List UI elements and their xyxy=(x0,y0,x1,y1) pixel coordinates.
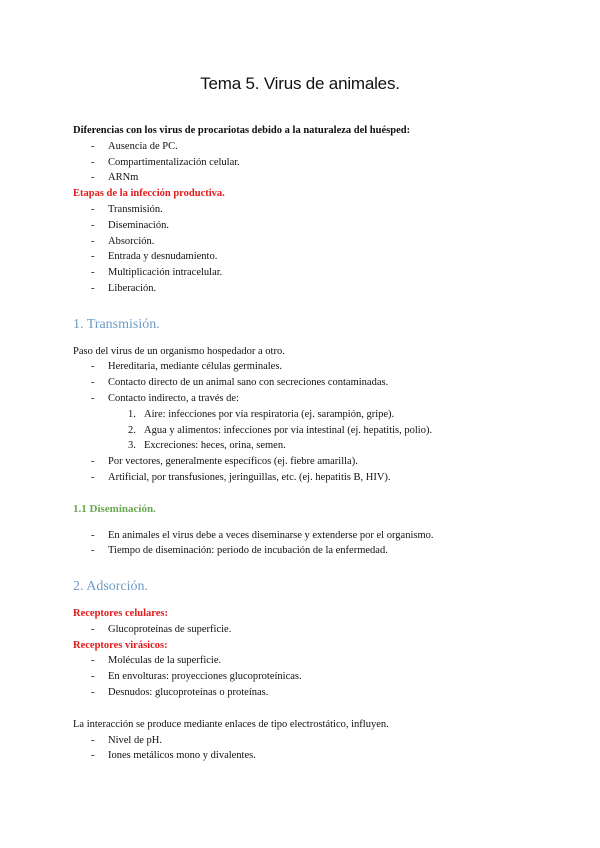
list-item: - Por vectores, generalmente específicos (ej. fiebre amarilla). xyxy=(73,454,553,470)
adsorcion-heading: 2. Adsorción. xyxy=(73,579,149,595)
receptores-celulares-heading: Receptores celulares: xyxy=(73,607,168,619)
transmision-list xyxy=(73,359,553,406)
list-item: - Multiplicación intracelular. xyxy=(73,265,553,281)
numbered-item xyxy=(73,407,553,423)
list-item: - Iones metálicos mono y divalentes. xyxy=(73,748,553,764)
transmision-heading: 1. Transmisión. xyxy=(73,316,160,332)
list-item: - En animales el virus debe a veces diseminarse y extenderse por el organismo. xyxy=(73,528,553,544)
list-item: - Artificial, por transfusiones, jeringuillas, etc. (ej. hepatitis B, HIV). xyxy=(73,470,553,486)
interaccion-paragraph: La interacción se produce mediante enlaces de tipo electrostático, influyen. xyxy=(73,718,389,730)
receptores-virasicos-heading: Receptores virásicos: xyxy=(73,639,168,651)
numbered-item xyxy=(73,423,553,439)
transmision-list-continued xyxy=(73,454,553,486)
page-title: Tema 5. Virus de animales. xyxy=(200,74,400,93)
list-item: - Hereditaria, mediante células germinales. xyxy=(73,359,553,375)
item-number: 2. xyxy=(128,424,136,436)
receptores-virasicos-list xyxy=(73,653,553,700)
etapas-list xyxy=(73,202,553,297)
item-text: Excreciones: heces, orina, semen. xyxy=(144,440,286,452)
list-item: - Ausencia de PC. xyxy=(73,139,553,155)
numbered-item xyxy=(73,438,553,454)
list-item: - Nivel de pH. xyxy=(73,733,553,749)
diseminacion-heading: 1.1 Diseminación. xyxy=(73,502,156,515)
list-item: - Transmisión. xyxy=(73,202,553,218)
diferencias-list xyxy=(73,139,553,186)
list-item: - Liberación. xyxy=(73,281,553,297)
document-body xyxy=(73,123,553,764)
list-item: - Moléculas de la superficie. xyxy=(73,653,553,669)
receptores-celulares-list xyxy=(73,622,553,638)
item-number: 3. xyxy=(128,440,136,452)
list-item: - Contacto directo de un animal sano con secreciones contaminadas. xyxy=(73,375,553,391)
item-text: Agua y alimentos: infecciones por vía intestinal (ej. hepatitis, polio). xyxy=(144,424,433,436)
list-item: - Tiempo de diseminación: periodo de incubación de la enfermedad. xyxy=(73,543,553,559)
list-item: - Absorción. xyxy=(73,234,553,250)
list-item: - ARNm xyxy=(73,170,553,186)
item-text: Aire: infecciones por vía respiratoria (ej. sarampión, gripe). xyxy=(144,408,395,420)
contacto-indirecto-list xyxy=(73,407,553,454)
transmision-intro: Paso del virus de un organismo hospedador a otro. xyxy=(73,345,285,357)
list-item: - Glucoproteínas de superficie. xyxy=(73,622,553,638)
list-item: - Contacto indirecto, a través de: xyxy=(73,391,553,407)
list-item: - En envolturas: proyecciones glucoproteínicas. xyxy=(73,669,553,685)
etapas-heading: Etapas de la infección productiva. xyxy=(73,188,225,200)
factores-list xyxy=(73,733,553,765)
list-item: - Entrada y desnudamiento. xyxy=(73,249,553,265)
diferencias-heading: Diferencias con los virus de procariotas debido a la naturaleza del huésped: xyxy=(73,125,411,136)
item-number: 1. xyxy=(128,408,136,420)
list-item: - Desnudos: glucoproteínas o proteínas. xyxy=(73,685,553,701)
list-item: - Diseminación. xyxy=(73,218,553,234)
list-item: - Compartimentalización celular. xyxy=(73,155,553,171)
diseminacion-list xyxy=(73,528,553,560)
